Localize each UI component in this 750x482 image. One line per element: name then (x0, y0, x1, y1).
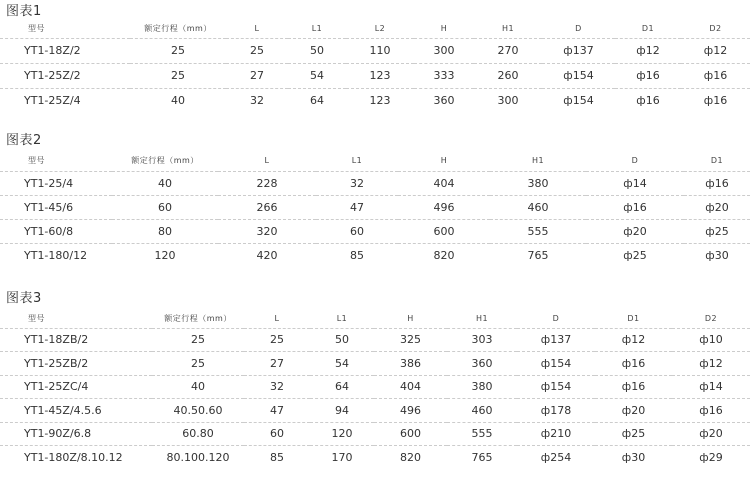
table-row (0, 399, 750, 423)
cell-h1: 380 (490, 171, 586, 195)
cell-rated-stroke: 80.100.120 (152, 446, 244, 470)
cell-l1: 54 (288, 63, 346, 88)
cell-model: YT1-18ZB/2 (0, 328, 152, 352)
cell-l: 32 (226, 88, 288, 113)
header-rated-stroke: 额定行程（mm） (164, 314, 232, 324)
cell-l: 32 (244, 375, 310, 399)
cell-l: 27 (244, 352, 310, 376)
cell-d: ф16 (586, 195, 684, 219)
spec-table-3 (0, 310, 750, 469)
cell-d2: ф12 (681, 38, 750, 63)
cell-h1: 765 (447, 446, 517, 470)
cell-l2: 110 (346, 38, 414, 63)
cell-l: 228 (218, 171, 316, 195)
cell-model: YT1-25Z/4 (0, 88, 130, 113)
cell-d1: ф30 (595, 446, 672, 470)
header-l: L (264, 155, 270, 165)
cell-l1: 54 (310, 352, 374, 376)
cell-l: 47 (244, 399, 310, 423)
table-row (0, 352, 750, 376)
cell-l: 266 (218, 195, 316, 219)
cell-h: 496 (374, 399, 447, 423)
cell-h1: 260 (474, 63, 542, 88)
spec-table-2 (0, 150, 750, 267)
header-d2: D2 (709, 24, 722, 34)
cell-d1: ф16 (595, 352, 672, 376)
cell-h: 496 (398, 195, 490, 219)
header-l1: L1 (336, 314, 348, 324)
cell-d2: ф29 (672, 446, 750, 470)
header-d1: D1 (710, 155, 724, 165)
cell-d2: ф16 (681, 88, 750, 113)
header-h1: H1 (501, 24, 515, 34)
cell-d1: ф20 (595, 399, 672, 423)
cell-l1: 47 (316, 195, 398, 219)
cell-d: ф14 (586, 171, 684, 195)
cell-d1: ф16 (595, 375, 672, 399)
header-l: L (274, 314, 280, 324)
header-h: H (407, 314, 414, 324)
table-header-row (0, 150, 750, 171)
cell-d: ф154 (517, 352, 595, 376)
table-row (0, 63, 750, 88)
cell-h: 325 (374, 328, 447, 352)
cell-l: 60 (244, 422, 310, 446)
cell-l: 420 (218, 243, 316, 267)
header-rated-stroke: 额定行程（mm） (131, 155, 199, 165)
table-row (0, 328, 750, 352)
cell-rated-stroke: 40 (112, 171, 218, 195)
header-h1: H1 (531, 155, 545, 165)
section1-title: 图表1 (6, 4, 42, 19)
cell-d: ф154 (542, 88, 615, 113)
cell-h1: 460 (447, 399, 517, 423)
cell-h: 386 (374, 352, 447, 376)
cell-model: YT1-25ZC/4 (0, 375, 152, 399)
cell-h: 300 (414, 38, 474, 63)
cell-l1: 170 (310, 446, 374, 470)
header-model: 型号 (28, 24, 45, 34)
header-h: H (440, 155, 448, 165)
cell-rated-stroke: 40 (152, 375, 244, 399)
cell-rated-stroke: 40.50.60 (152, 399, 244, 423)
header-model: 型号 (28, 314, 45, 324)
cell-l1: 64 (310, 375, 374, 399)
cell-d: ф25 (586, 243, 684, 267)
cell-d1: ф16 (615, 63, 681, 88)
cell-h1: 765 (490, 243, 586, 267)
cell-d: ф137 (517, 328, 595, 352)
cell-d: ф154 (517, 375, 595, 399)
cell-h: 600 (398, 219, 490, 243)
cell-d1: ф25 (595, 422, 672, 446)
cell-l1: 85 (316, 243, 398, 267)
cell-d: ф20 (586, 219, 684, 243)
cell-l: 25 (244, 328, 310, 352)
cell-h1: 460 (490, 195, 586, 219)
cell-l: 25 (226, 38, 288, 63)
cell-h: 333 (414, 63, 474, 88)
cell-model: YT1-18Z/2 (0, 38, 130, 63)
cell-d1: ф30 (684, 243, 750, 267)
cell-l1: 94 (310, 399, 374, 423)
table-row (0, 375, 750, 399)
cell-d2: ф10 (672, 328, 750, 352)
cell-rated-stroke: 120 (112, 243, 218, 267)
table-row (0, 422, 750, 446)
cell-model: YT1-60/8 (0, 219, 112, 243)
cell-h: 360 (414, 88, 474, 113)
cell-h1: 300 (474, 88, 542, 113)
cell-h: 404 (398, 171, 490, 195)
cell-h1: 380 (447, 375, 517, 399)
cell-h1: 303 (447, 328, 517, 352)
cell-d2: ф16 (672, 399, 750, 423)
cell-l1: 60 (316, 219, 398, 243)
cell-l1: 50 (310, 328, 374, 352)
header-h: H (440, 24, 448, 34)
header-l2: L2 (374, 24, 386, 34)
cell-h: 404 (374, 375, 447, 399)
cell-model: YT1-90Z/6.8 (0, 422, 152, 446)
cell-rated-stroke: 80 (112, 219, 218, 243)
cell-h: 820 (398, 243, 490, 267)
spec-table-1 (0, 20, 750, 113)
cell-model: YT1-45Z/4.5.6 (0, 399, 152, 423)
cell-d1: ф12 (615, 38, 681, 63)
table-row (0, 88, 750, 113)
cell-d: ф254 (517, 446, 595, 470)
cell-d2: ф16 (681, 63, 750, 88)
cell-l1: 64 (288, 88, 346, 113)
table-row (0, 446, 750, 470)
cell-h1: 270 (474, 38, 542, 63)
cell-model: YT1-25ZB/2 (0, 352, 152, 376)
cell-d2: ф14 (672, 375, 750, 399)
cell-l1: 32 (316, 171, 398, 195)
header-d: D (552, 314, 560, 324)
cell-model: YT1-180Z/8.10.12 (0, 446, 152, 470)
cell-d1: ф16 (684, 171, 750, 195)
header-model: 型号 (28, 155, 45, 165)
section2-title: 图表2 (6, 133, 42, 148)
cell-d: ф210 (517, 422, 595, 446)
cell-d: ф178 (517, 399, 595, 423)
cell-d: ф154 (542, 63, 615, 88)
cell-model: YT1-180/12 (0, 243, 112, 267)
cell-h: 600 (374, 422, 447, 446)
cell-h1: 555 (447, 422, 517, 446)
header-l1: L1 (351, 155, 363, 165)
cell-d1: ф16 (615, 88, 681, 113)
cell-model: YT1-45/6 (0, 195, 112, 219)
table-header-row (0, 20, 750, 38)
cell-l1: 50 (288, 38, 346, 63)
cell-rated-stroke: 25 (152, 328, 244, 352)
table-row (0, 219, 750, 243)
cell-d1: ф20 (684, 195, 750, 219)
cell-l: 27 (226, 63, 288, 88)
cell-l: 320 (218, 219, 316, 243)
cell-l: 85 (244, 446, 310, 470)
header-l1: L1 (311, 24, 323, 34)
cell-rated-stroke: 25 (152, 352, 244, 376)
cell-rated-stroke: 40 (130, 88, 226, 113)
header-d1: D1 (641, 24, 655, 34)
cell-l2: 123 (346, 88, 414, 113)
header-rated-stroke: 额定行程（mm） (144, 24, 212, 34)
cell-model: YT1-25Z/2 (0, 63, 130, 88)
header-d: D (575, 24, 582, 34)
cell-l1: 120 (310, 422, 374, 446)
header-d1: D1 (627, 314, 640, 324)
table-row (0, 38, 750, 63)
cell-h: 820 (374, 446, 447, 470)
cell-rated-stroke: 60 (112, 195, 218, 219)
cell-model: YT1-25/4 (0, 171, 112, 195)
cell-d1: ф12 (595, 328, 672, 352)
cell-d1: ф25 (684, 219, 750, 243)
header-h1: H1 (475, 314, 489, 324)
cell-h1: 555 (490, 219, 586, 243)
cell-d2: ф20 (672, 422, 750, 446)
table-row (0, 243, 750, 267)
table-row (0, 171, 750, 195)
table-row (0, 195, 750, 219)
header-d2: D2 (704, 314, 718, 324)
cell-rated-stroke: 60.80 (152, 422, 244, 446)
cell-h1: 360 (447, 352, 517, 376)
table-header-row (0, 310, 750, 328)
section3-title: 图表3 (6, 291, 42, 306)
header-d: D (631, 155, 639, 165)
header-l: L (254, 24, 260, 34)
cell-rated-stroke: 25 (130, 38, 226, 63)
cell-l2: 123 (346, 63, 414, 88)
cell-d: ф137 (542, 38, 615, 63)
cell-rated-stroke: 25 (130, 63, 226, 88)
cell-d2: ф12 (672, 352, 750, 376)
